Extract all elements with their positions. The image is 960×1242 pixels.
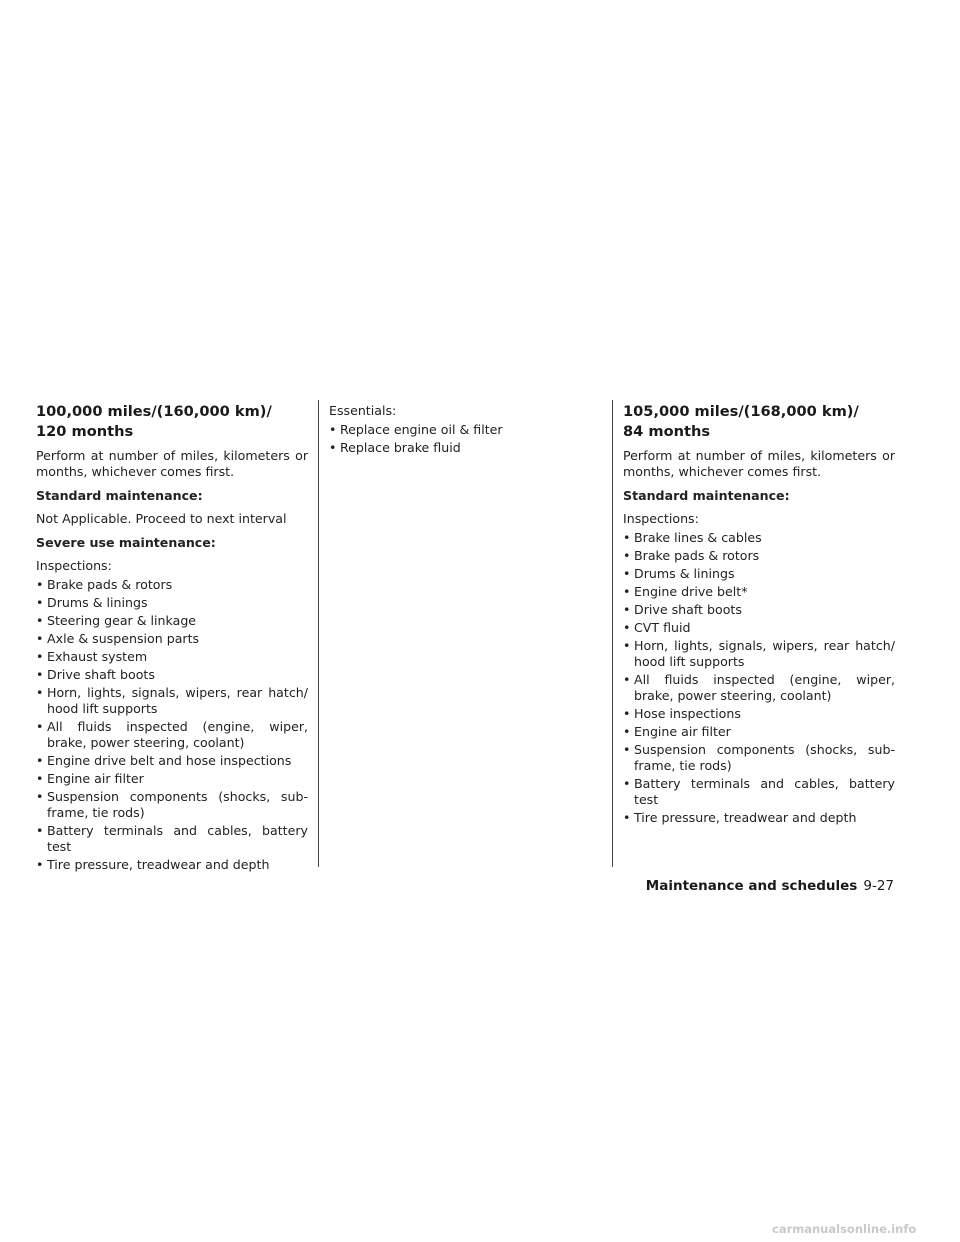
- list-item: • Replace engine oil & filter: [329, 422, 601, 438]
- list-item: • Steering gear & linkage: [36, 613, 308, 629]
- heading-line-2: 84 months: [623, 423, 711, 440]
- list-item: • Horn, lights, signals, wipers, rear hatch/ hood lift supports: [623, 638, 895, 670]
- list-item: • All fluids inspected (engine, wiper, brake, power steering, coolant): [36, 719, 308, 751]
- column-divider-right: [612, 400, 613, 867]
- standard-maintenance-label: Standard maintenance:: [36, 488, 203, 503]
- list-item: • Replace brake fluid: [329, 440, 601, 456]
- severe-use-label: Severe use maintenance:: [36, 535, 216, 550]
- list-item: • Battery terminals and cables, battery test: [623, 776, 895, 808]
- list-item: • Drums & linings: [36, 595, 308, 611]
- list-item: • CVT fluid: [623, 620, 895, 636]
- essentials-label: Essentials:: [329, 403, 397, 418]
- list-item: • Brake pads & rotors: [36, 577, 308, 593]
- list-item: • Engine air filter: [36, 771, 308, 787]
- column-essentials: [329, 402, 601, 458]
- list-item: • Exhaust system: [36, 649, 308, 665]
- standard-maintenance-label: Standard maintenance:: [623, 488, 790, 503]
- list-item: • Engine air filter: [623, 724, 895, 740]
- list-item: • Drums & linings: [623, 566, 895, 582]
- list-item: • Axle & suspension parts: [36, 631, 308, 647]
- standard-maintenance-text: Not Applicable. Proceed to next interval: [36, 511, 287, 526]
- list-item: • Tire pressure, treadwear and depth: [623, 810, 895, 826]
- inspections-label: Inspections:: [623, 511, 699, 526]
- list-item: • Engine drive belt*: [623, 584, 895, 600]
- heading-line-2: 120 months: [36, 423, 134, 440]
- list-item: • Hose inspections: [623, 706, 895, 722]
- inspection-list: [36, 577, 308, 873]
- list-item: • Suspension components (shocks, sub-frame, tie rods): [623, 742, 895, 774]
- heading-line-1: 100,000 miles/(160,000 km)/: [36, 403, 272, 420]
- page-footer: [646, 877, 894, 895]
- list-item: • Drive shaft boots: [623, 602, 895, 618]
- inspections-label: Inspections:: [36, 558, 112, 573]
- list-item: • Brake lines & cables: [623, 530, 895, 546]
- watermark-text: carmanualsonline.info: [772, 1222, 917, 1236]
- list-item: • Tire pressure, treadwear and depth: [36, 857, 308, 873]
- page-number: 9-27: [863, 878, 894, 894]
- list-item: • Horn, lights, signals, wipers, rear hatch/ hood lift supports: [36, 685, 308, 717]
- list-item: • Battery terminals and cables, battery test: [36, 823, 308, 855]
- heading-line-1: 105,000 miles/(168,000 km)/: [623, 403, 859, 420]
- column-105000-miles: [623, 402, 895, 828]
- inspection-list: [623, 530, 895, 826]
- list-item: • Engine drive belt and hose inspections: [36, 753, 308, 769]
- column-100000-miles: [36, 402, 308, 875]
- essentials-list: [329, 422, 601, 456]
- list-item: • Suspension components (shocks, sub-frame, tie rods): [36, 789, 308, 821]
- interval-intro: Perform at number of miles, kilometers or months, whichever comes first.: [623, 448, 895, 479]
- list-item: • Drive shaft boots: [36, 667, 308, 683]
- list-item: • Brake pads & rotors: [623, 548, 895, 564]
- interval-heading-100000: [36, 402, 308, 442]
- list-item: • All fluids inspected (engine, wiper, brake, power steering, coolant): [623, 672, 895, 704]
- section-title: Maintenance and schedules: [645, 878, 858, 894]
- interval-heading-105000: [623, 402, 895, 442]
- column-divider-left: [318, 400, 319, 867]
- interval-intro: Perform at number of miles, kilometers or months, whichever comes first.: [36, 448, 308, 479]
